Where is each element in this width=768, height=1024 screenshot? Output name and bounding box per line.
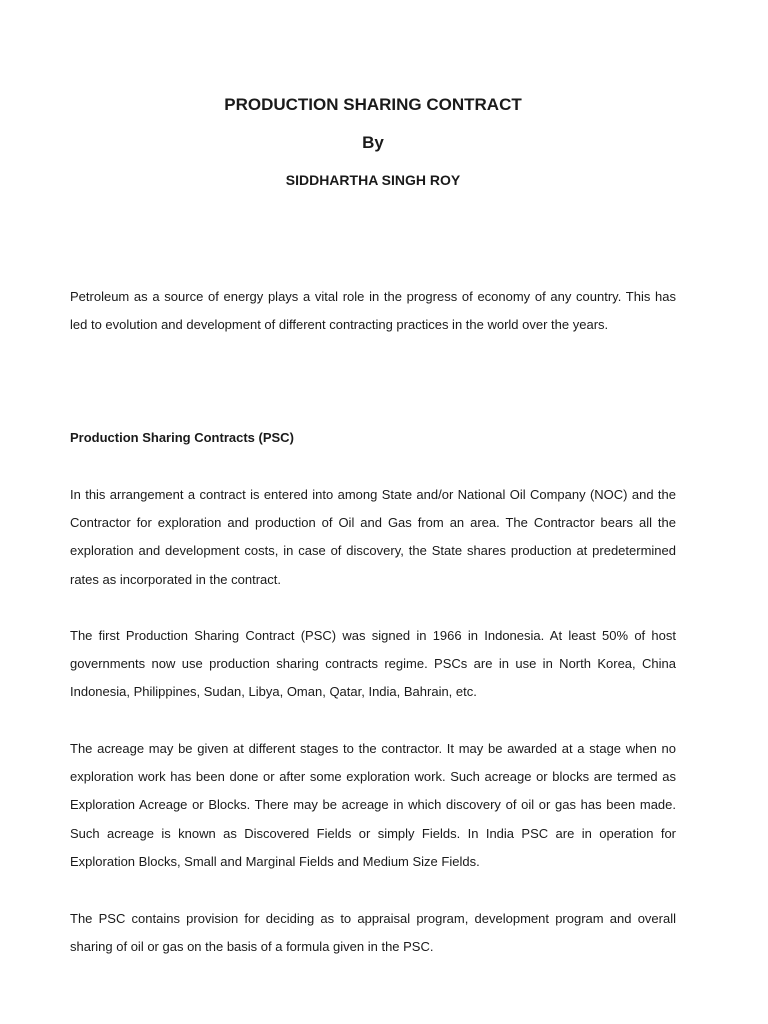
section-heading: Production Sharing Contracts (PSC) [70, 430, 294, 445]
author-name: SIDDHARTHA SINGH ROY [285, 172, 461, 188]
body-paragraph: In this arrangement a contract is entered into among State and/or National Oil Company (NOC) and the Contractor for exploration and production of Oil and Gas from an area. The Contractor bears all the exploration and development costs, in case of discovery, the State shares production at predetermined rates as incorporated in the contract. [70, 487, 676, 587]
intro-paragraph: Petroleum as a source of energy plays a vital role in the progress of economy of any country. This has led to evolution and development of different contracting practices in the world over the years. [70, 289, 676, 333]
title-block [0, 94, 746, 189]
body-paragraph: The acreage may be given at different stages to the contractor. It may be awarded at a stage when no exploration work has been done or after some exploration work. Such acreage or blocks are termed as Exploration Acreage or Blocks. There may be acreage in which discovery of oil or gas has been made. Such acreage is known as Discovered Fields or simply Fields. In India PSC are in operation for Exploration Blocks, Small and Marginal Fields and Medium Size Fields. [70, 741, 676, 869]
body-paragraph: The PSC contains provision for deciding as to appraisal program, development program and overall sharing of oil or gas on the basis of a formula given in the PSC. [70, 911, 676, 955]
body-paragraph: The first Production Sharing Contract (PSC) was signed in 1966 in Indonesia. At least 50% of host governments now use production sharing contracts regime. PSCs are in use in North Korea, China Indonesia, Philippines, Sudan, Libya, Oman, Qatar, India, Bahrain, etc. [70, 628, 676, 700]
document-title: PRODUCTION SHARING CONTRACT [224, 95, 522, 114]
byline-label: By [362, 133, 384, 152]
